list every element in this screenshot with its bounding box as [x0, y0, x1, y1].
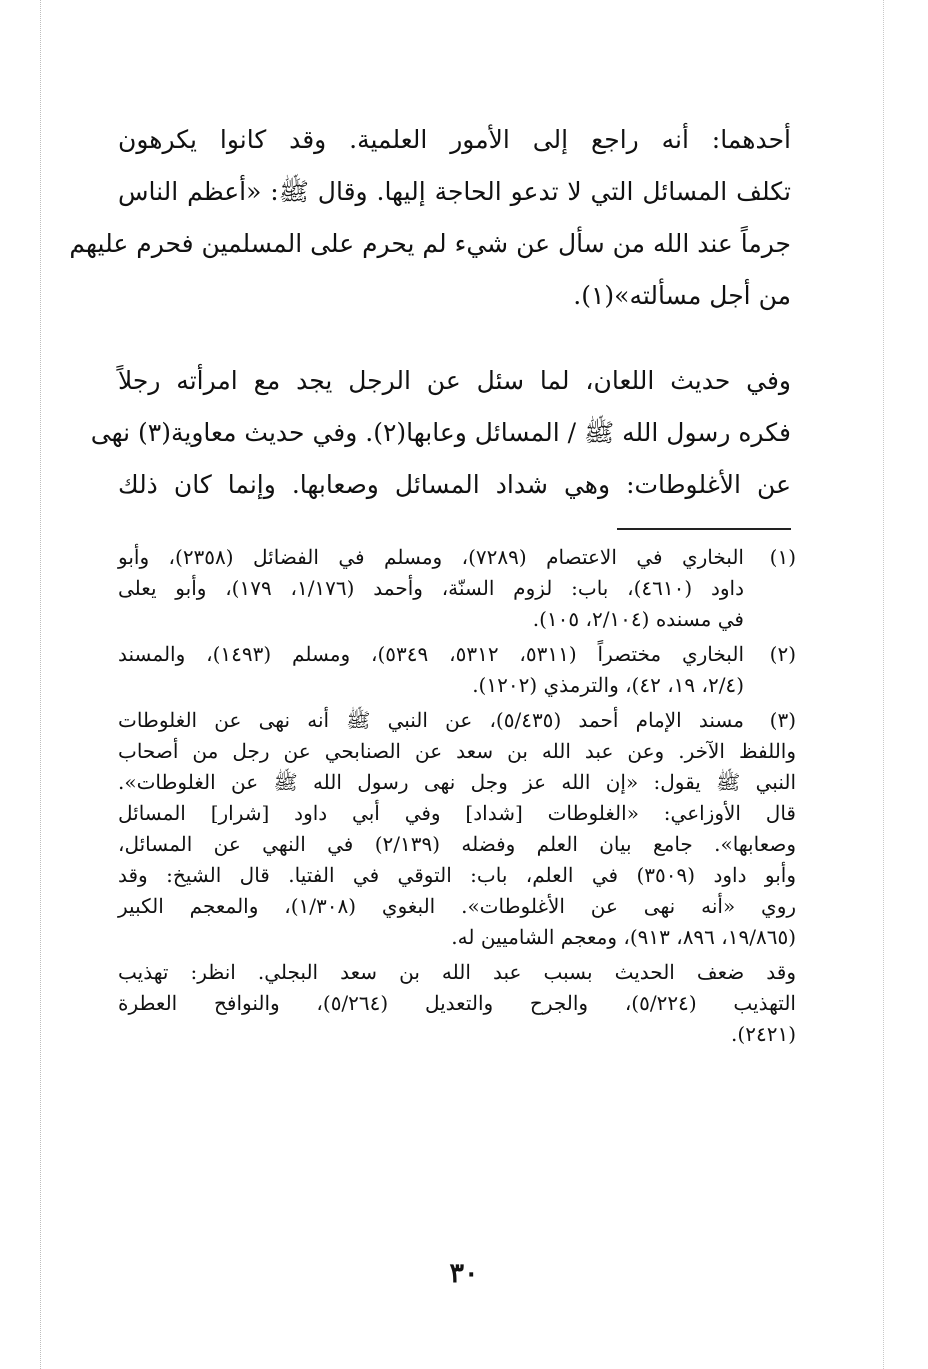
page-edge-dotted-line-right: [883, 0, 884, 1369]
footnote-3-continuation: [118, 957, 796, 1050]
body-line: عن الأغلوطات: وهي شداد المسائل وصعابها. وإنما كان ذلك: [118, 470, 791, 499]
body-paragraph-1: [69, 114, 791, 322]
footnote-separator: [617, 528, 791, 530]
footnote-line: وأبو داود (٣٥٠٩) في العلم، باب: التوقي في الفتيا. قال الشيخ: وقد: [118, 863, 796, 887]
footnote-line: روي «أنه نهى عن الأغلوطات». البغوي (١/٣٠٨)، والمعجم الكبير: [118, 894, 797, 918]
page-number: ٣٠: [449, 1258, 479, 1289]
body-line: تكلف المسائل التي لا تدعو الحاجة إليها. وقال ﷺ: «أعظم الناس: [118, 177, 791, 206]
footnote-line: البخاري في الاعتصام (٧٢٨٩)، ومسلم في الفضائل (٢٣٥٨)، وأبو: [118, 545, 744, 569]
body-line: من أجل مسألته»(١).: [573, 281, 791, 310]
footnote-line: وصعابها». جامع بيان العلم وفضله (٢/١٣٩) في النهي عن المسائل،: [118, 832, 797, 856]
body-line: جرماً عند الله من سأل عن شيء لم يحرم على المسلمين فحرم عليهم: [69, 229, 791, 258]
footnote-line: وقد ضعف الحديث بسبب عبد الله بن سعد البجلي. انظر: تهذيب: [118, 960, 796, 984]
body-line: وفي حديث اللعان، لما سئل عن الرجل يجد مع امرأته رجلاً: [118, 366, 791, 395]
footnote-line: قال الأوزاعي: «الغلوطات [شداد] وفي أبي داود [شرار] المسائل: [118, 801, 796, 825]
footnote-number: (٢): [769, 642, 796, 666]
body-line: أحدهما: أنه راجع إلى الأمور العلمية. وقد كانوا يكرهون: [118, 125, 791, 154]
body-paragraph-2: [90, 355, 791, 511]
footnote-line: (٢/٤، ١٩، ٤٢)، والترمذي (١٢٠٢).: [472, 673, 744, 697]
footnote-line: (٢٤٢١).: [731, 1022, 796, 1046]
footnote-line: التهذيب (٥/٢٢٤)، والجرح والتعديل (٥/٢٦٤)، والنوافح العطرة: [118, 991, 796, 1015]
footnote-number: (٣): [769, 708, 796, 732]
footnote-line: داود (٤٦١٠)، باب: لزوم السنّة، وأحمد (١/١٧٦، ١٧٩)، وأبو يعلى: [118, 576, 745, 600]
footnote-1: [118, 542, 796, 635]
footnote-2: [118, 639, 796, 701]
footnote-line: واللفظ الآخر. وعن عبد الله بن سعد عن الصنابحي عن رجل من أصحاب: [118, 739, 796, 763]
page-edge-dotted-line: [40, 0, 41, 1369]
footnote-line: البخاري مختصراً (٥٣١١، ٥٣١٢، ٥٣٤٩)، ومسلم (١٤٩٣)، والمسند: [118, 642, 744, 666]
footnote-line: النبي ﷺ يقول: «إن الله عز وجل نهى رسول الله ﷺ عن الغلوطات».: [118, 770, 796, 794]
body-line: فكره رسول الله ﷺ / المسائل وعابها(٢). وفي حديث معاوية(٣) نهى: [90, 418, 791, 447]
footnote-line: مسند الإمام أحمد (٥/٤٣٥)، عن النبي ﷺ أنه نهى عن الغلوطات: [118, 708, 744, 732]
footnote-line: في مسنده (٢/١٠٤، ١٠٥).: [532, 607, 744, 631]
footnote-3: [118, 705, 796, 953]
footnote-line: (١٩/٨٦٥، ٨٩٦، ٩١٣)، ومعجم الشاميين له.: [451, 925, 796, 949]
footnotes: [118, 542, 796, 1050]
footnote-number: (١): [769, 545, 796, 569]
